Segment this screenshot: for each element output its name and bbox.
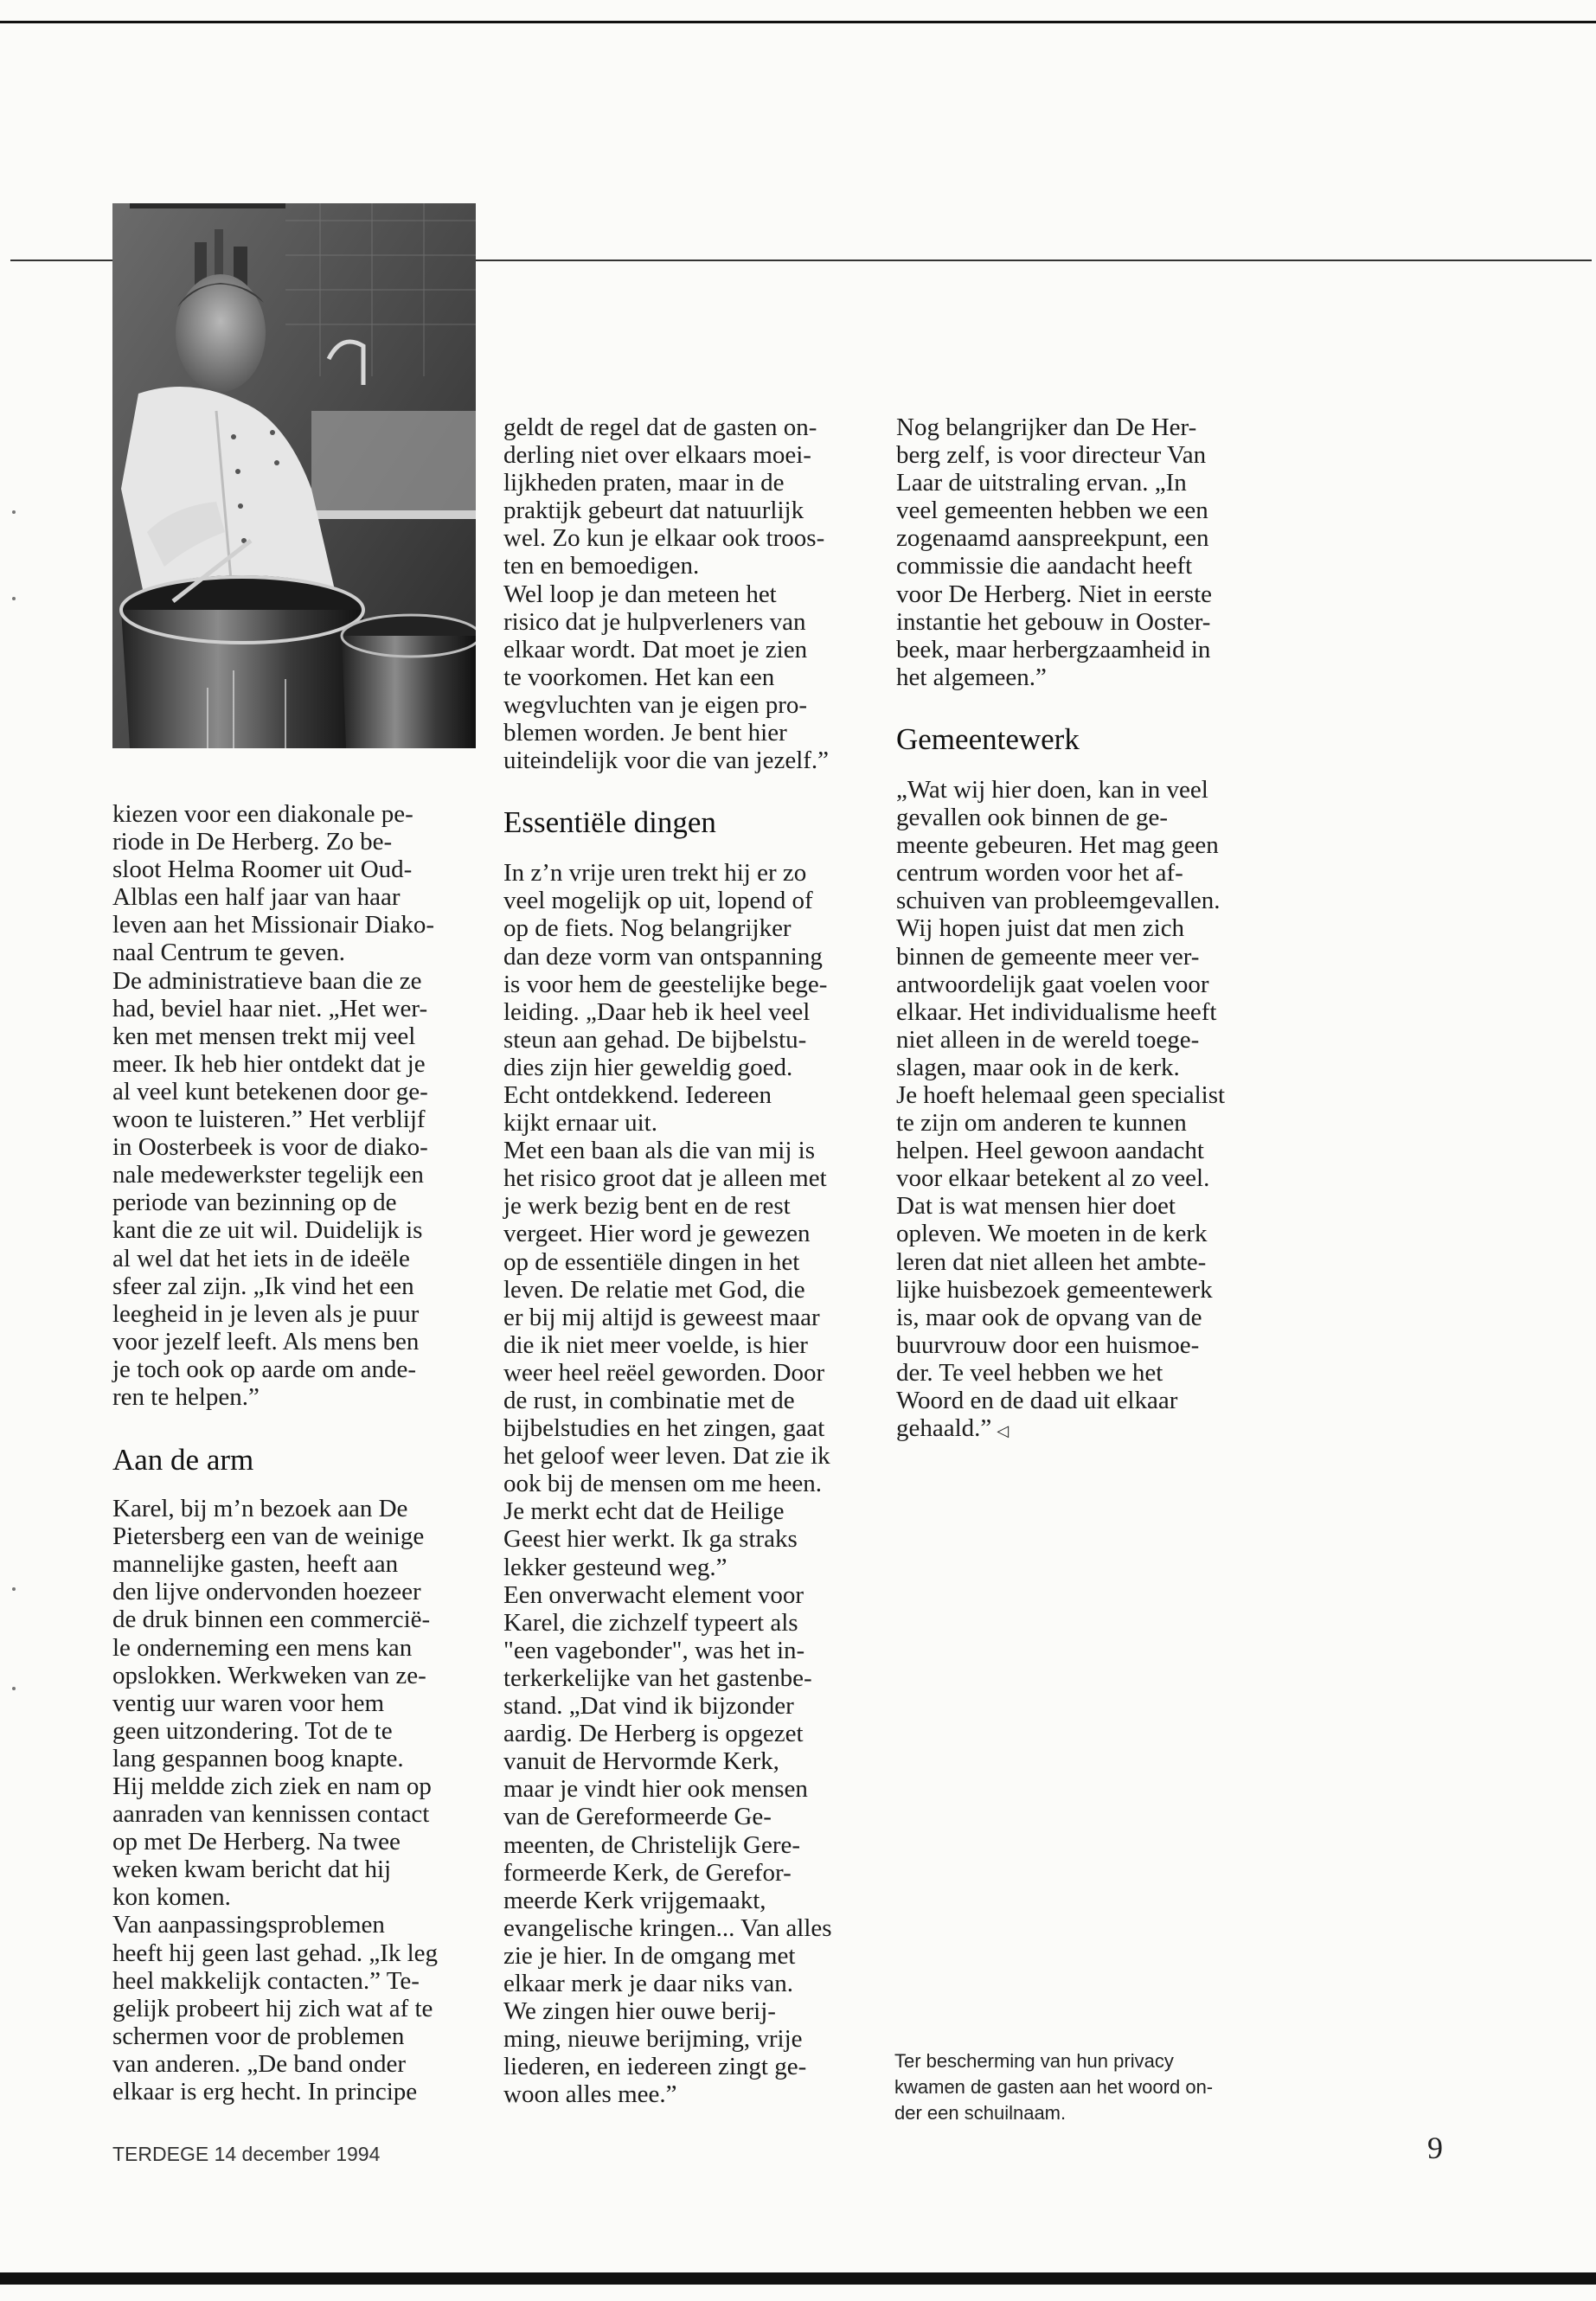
subheading-gemeentewerk: Gemeentewerk	[896, 721, 1080, 756]
publication-footer: TERDEGE 14 december 1994	[112, 2143, 381, 2165]
scan-speck	[12, 1687, 16, 1690]
body-paragraph: Wel loop je dan meteen het risico dat je hulpverleners van elkaar wordt. Dat moet je zien te voorkomen. Het kan een wegvluchten van je eigen pro- blemen worden. Je bent hier uiteindelijk voor die van jezelf.”	[503, 580, 830, 775]
body-paragraph: Met een baan als die van mij is het risico groot dat je alleen met je werk bezig bent en de rest vergeet. Hier word je gewezen op de essentiële dingen in het leven. De relatie met God, die er bij mij altijd is geweest maar die ik niet meer voelde, is hier weer heel reëel geworden. Door de rust, in combinatie met de bijbelstudies en het zingen, gaat het geloof weer leven. Dat zie ik ook bij de mensen om me heen. Je merkt echt dat de Heilige Geest hier werkt. Ik ga straks lekker gesteund weg.”	[503, 1137, 830, 1581]
page-number: 9	[1427, 2131, 1443, 2165]
body-paragraph: „Wat wij hier doen, kan in veel gevallen ook binnen de ge- meente gebeuren. Het mag geen centrum worden voor het af- schuiven van probleemgevallen. Wij hopen juist dat men zich binnen de gemeente meer ver- antwoordelijk gaat voelen voor elkaar. Het individualisme heeft niet alleen in de wereld toege- slagen, maar ook in de kerk.	[896, 775, 1221, 1081]
header-rule-left	[10, 260, 114, 261]
top-rule	[0, 21, 1596, 23]
body-paragraph	[896, 1081, 1259, 1445]
body-paragraph: De administratieve baan die ze had, beviel haar niet. „Het wer- ken met mensen trekt mij veel meer. Ik heb hier ontdekt dat je al veel kunt betekenen door ge- woon te luisteren.” Het verblijf in Oosterbeek is voor de diako- nale medewerkster tegelijk een periode van bezinning op de kant die ze uit wil. Duidelijk is al wel dat het iets in de ideële sfeer zal zijn. „Ik vind het een leegheid in je leven als je puur voor jezelf leeft. Als mens ben je toch ook op aarde om ande- ren te helpen.”	[112, 966, 428, 1411]
body-paragraph: Nog belangrijker dan De Her- berg zelf, is voor directeur Van Laar de uitstraling ervan. „In veel gemeenten hebben we een zogenaamd aanspreekpunt, een commissie die aandacht heeft voor De Herberg. Niet in eerste instantie het gebouw in Ooster- beek, maar herbergzaamheid in het algemeen.”	[896, 413, 1213, 691]
article-column-3	[896, 413, 1259, 1445]
body-paragraph: Van aanpassingsproblemen heeft hij geen last gehad. „Ik leg heel makkelijk contacten.” Te- gelijk probeert hij zich wat af te schermen voor de problemen van anderen. „De band onder elkaar is erg hecht. In principe	[112, 1911, 439, 2106]
chef-photo	[112, 203, 476, 748]
scan-speck	[12, 1587, 16, 1591]
article-column-2	[503, 413, 867, 2108]
subheading-essentiele-dingen: Essentiële dingen	[503, 805, 716, 840]
body-paragraph: Karel, bij m’n bezoek aan De Pietersberg een van de weinige mannelijke gasten, heeft aan den lijve ondervonden hoezeer de druk binnen een commercië- le onderneming een mens kan opslokken. Werkweken van ze- ventig uur waren voor hem geen uitzondering. Tot de te lang gespannen boog knapte. Hij meldde zich ziek en nam op aanraden van kennissen contact op met De Herberg. Na twee weken kwam bericht dat hij kon komen.	[112, 1495, 432, 1912]
body-paragraph: geldt de regel dat de gasten on- derling niet over elkaars moei- lijkheden praten, maar in de praktijk gebeurt dat natuurlijk wel. Zo kun je elkaar ook troos- ten en bemoedigen.	[503, 413, 825, 580]
bottom-rule	[0, 2272, 1596, 2285]
body-paragraph: kiezen voor een diakonale pe- riode in De Herberg. Zo be- sloot Helma Roomer uit Oud- Alblas een half jaar van haar leven aan het Missionair Diako- naal Centrum te geven.	[112, 800, 435, 967]
scan-speck	[12, 597, 16, 600]
privacy-caption: Ter bescherming van hun privacy kwamen de gasten aan het woord on- der een schuilnaam.	[894, 2050, 1214, 2124]
subheading-aan-de-arm: Aan de arm	[112, 1443, 254, 1477]
header-rule-right	[476, 260, 1592, 261]
body-paragraph: In z’n vrije uren trekt hij er zo veel mogelijk op uit, lopend of op de fiets. Nog belangrijker dan deze vorm van ontspanning is voor hem de geestelijke bege- leiding. „Daar heb ik heel veel steun aan gehad. De bijbelstu- dies zijn hier geweldig goed. Echt ontdekkend. Iedereen kijkt ernaar uit.	[503, 859, 828, 1138]
article-column-1	[112, 800, 467, 2106]
body-paragraph-text: Je hoeft helemaal geen specialist te zijn om anderen te kunnen helpen. Heel gewoon aandacht voor elkaar betekent al zo veel. Dat is wat mensen hier doet opleven. We moeten in de kerk leren dat niet alleen het ambte- lijke huisbezoek gemeentewerk is, maar ook de opvang van de buurvrouw door een huismoe- der. Te veel hebben we het Woord en de daad uit elkaar gehaald.”	[896, 1080, 1226, 1443]
end-of-article-icon: ◁	[997, 1422, 1010, 1440]
body-paragraph: Een onverwacht element voor Karel, die zichzelf typeert als "een vagebonder", was het in- terkerkelijke van het gastenbe- stand. „Dat vind ik bijzonder aardig. De Herberg is opgezet vanuit de Hervormde Kerk, maar je vindt hier ook mensen van de Gereformeerde Ge- meenten, de Christelijk Gere- formeerde Kerk, de Gerefor- meerde Kerk vrijgemaakt, evangelische kringen... Van alles zie je hier. In de omgang met elkaar merk je daar niks van. We zingen hier ouwe berij- ming, nieuwe berijming, vrije liederen, en iedereen zingt ge- woon alles mee.”	[503, 1580, 832, 2109]
scan-speck	[12, 510, 16, 514]
